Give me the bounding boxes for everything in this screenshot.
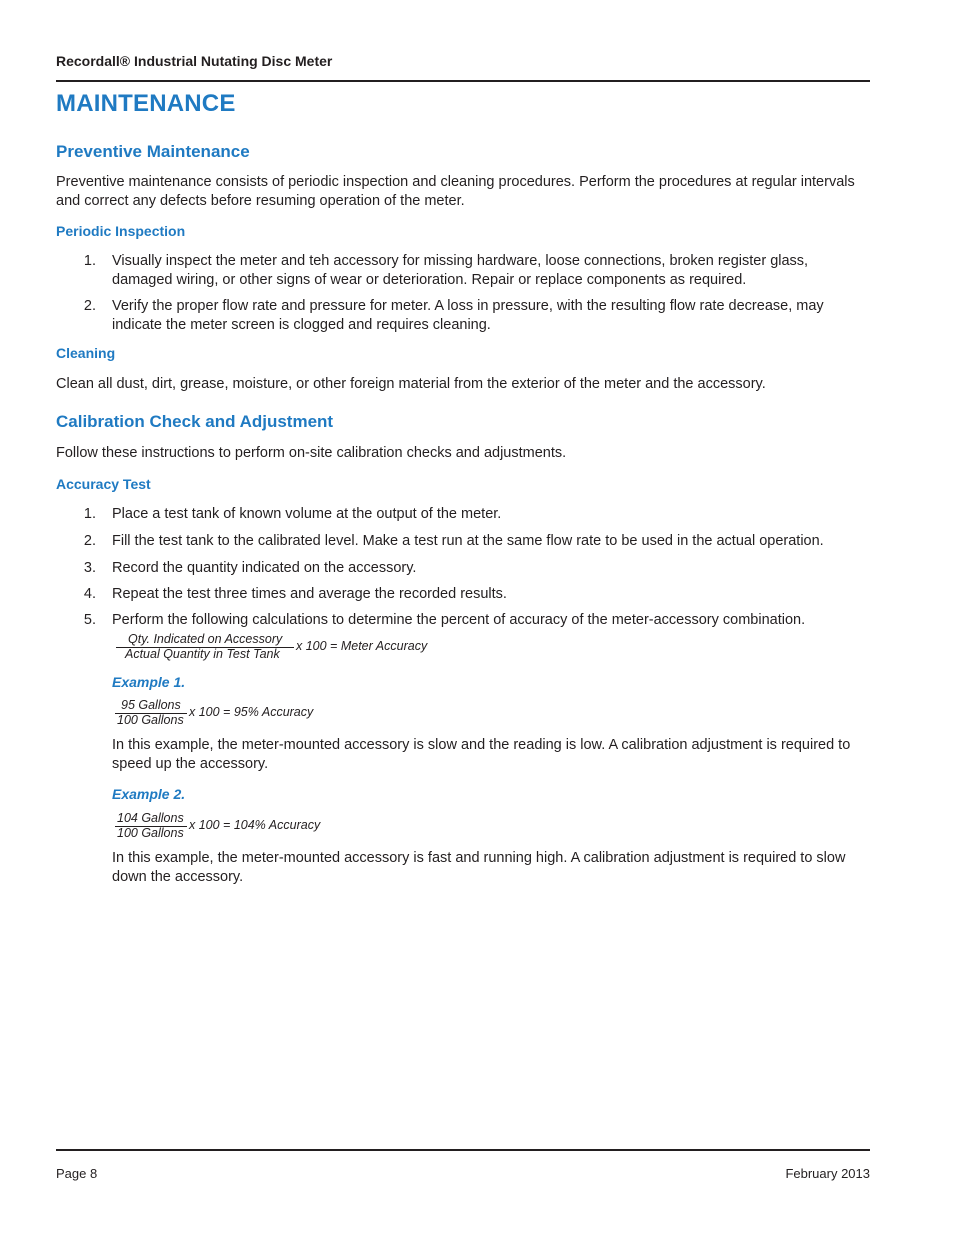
list-item-number: 1. — [83, 506, 96, 522]
subheading-accuracy-test: Accuracy Test — [56, 476, 151, 492]
page-title: MAINTENANCE — [56, 90, 236, 117]
example-1-result: x 100 = 95% Accuracy — [189, 705, 314, 719]
example-2-numerator: 104 Gallons — [117, 811, 184, 825]
list-item-text: Place a test tank of known volume at the output of the meter. — [112, 506, 502, 522]
example-2-label: Example 2. — [112, 786, 186, 802]
example-1-numerator: 95 Gallons — [121, 698, 181, 712]
document-header-title: Recordall® Industrial Nutating Disc Meter — [56, 53, 333, 69]
accuracy-formula — [112, 632, 442, 666]
page-number: Page 8 — [56, 1166, 98, 1181]
list-item-text: Verify the proper flow rate and pressure for meter. A loss in pressure, with the resulting flow rate decrease, may indicate the meter screen is clogged and requires cleaning. — [112, 298, 824, 333]
example-2-formula — [112, 811, 372, 845]
header-divider — [56, 80, 870, 82]
section-heading-calibration: Calibration Check and Adjustment — [56, 412, 334, 431]
formula-denominator: Actual Quantity in Test Tank — [125, 647, 280, 661]
list-item-text: Fill the test tank to the calibrated level. Make a test run at the same flow rate to be used in the actual operation. — [112, 533, 824, 549]
section-heading-preventive: Preventive Maintenance — [56, 142, 250, 161]
example-2-denominator: 100 Gallons — [117, 826, 184, 840]
list-item-text: Perform the following calculations to determine the percent of accuracy of the meter-accessory combination. — [112, 612, 806, 628]
list-item-number: 3. — [83, 560, 96, 576]
list-item-text: Repeat the test three times and average the recorded results. — [112, 586, 507, 602]
list-item-number: 2. — [83, 533, 96, 549]
preventive-intro: Preventive maintenance consists of periodic inspection and cleaning procedures. Perform the procedures at regular intervals and correct any defects before resuming operation of the meter. — [56, 174, 855, 209]
list-item-text: Visually inspect the meter and teh accessory for missing hardware, loose connections, broken register glass, damaged wiring, or other signs of wear or deterioration. Repair or replace components as required. — [112, 253, 809, 288]
publication-date: February 2013 — [785, 1166, 870, 1181]
example-2-result: x 100 = 104% Accuracy — [189, 818, 321, 832]
calibration-intro: Follow these instructions to perform on-site calibration checks and adjustments. — [56, 445, 567, 461]
example-1-label: Example 1. — [112, 674, 186, 690]
list-item-text: Record the quantity indicated on the accessory. — [112, 560, 417, 576]
example-2-text: In this example, the meter-mounted accessory is fast and running high. A calibration adjustment is required to slow down the accessory. — [112, 850, 846, 885]
example-1-denominator: 100 Gallons — [117, 713, 184, 727]
list-item-number: 2. — [83, 298, 96, 314]
list-item-number: 1. — [83, 253, 96, 269]
example-1-formula — [112, 698, 372, 732]
formula-result: x 100 = Meter Accuracy — [296, 639, 428, 653]
subheading-cleaning: Cleaning — [56, 345, 116, 361]
list-item-number: 5. — [83, 612, 96, 628]
subheading-periodic-inspection: Periodic Inspection — [56, 223, 186, 239]
cleaning-text: Clean all dust, dirt, grease, moisture, or other foreign material from the exterior of the meter and the accessory. — [56, 376, 766, 392]
example-1-text: In this example, the meter-mounted accessory is slow and the reading is low. A calibration adjustment is required to speed up the accessory. — [112, 737, 851, 772]
footer-divider — [56, 1149, 870, 1151]
list-item-number: 4. — [83, 586, 96, 602]
formula-numerator: Qty. Indicated on Accessory — [128, 632, 283, 646]
